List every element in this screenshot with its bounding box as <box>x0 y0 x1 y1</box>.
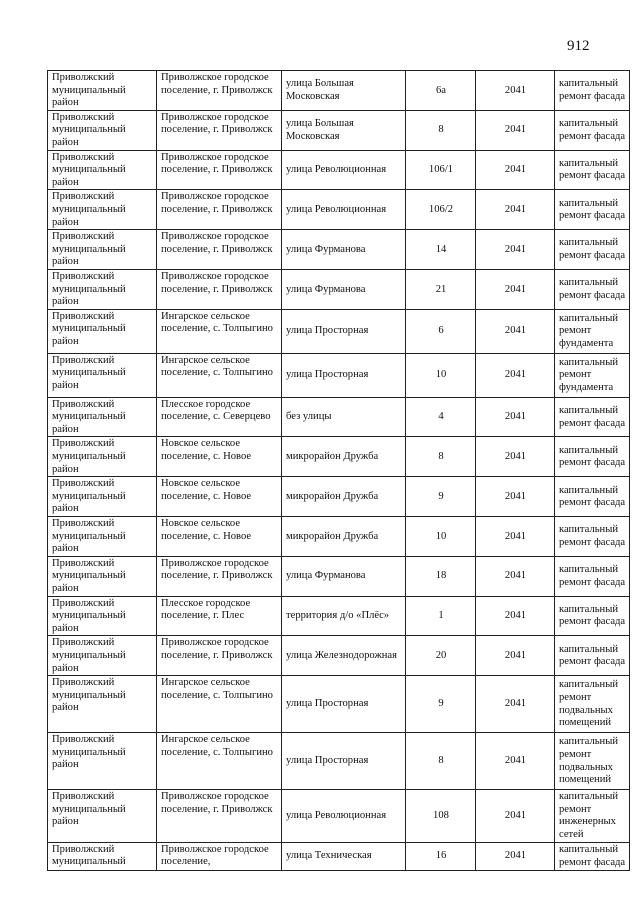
district-cell: Приволжский муниципальный район <box>48 517 157 557</box>
year-cell: 2041 <box>476 353 555 397</box>
work-type-cell: капитальный ремонт подвальных помещений <box>555 676 630 733</box>
street-cell: улица Техническая <box>282 842 406 870</box>
settlement-cell: Плесское городское поселение, г. Плес <box>157 596 282 636</box>
settlement-cell: Новское сельское поселение, с. Новое <box>157 437 282 477</box>
year-cell: 2041 <box>476 517 555 557</box>
settlement-cell: Новское сельское поселение, с. Новое <box>157 517 282 557</box>
house-number-cell: 106/1 <box>406 150 476 190</box>
year-cell: 2041 <box>476 71 555 111</box>
street-cell: без улицы <box>282 397 406 437</box>
settlement-cell: Ингарское сельское поселение, с. Толпыгино <box>157 353 282 397</box>
house-number-cell: 9 <box>406 676 476 733</box>
year-cell: 2041 <box>476 397 555 437</box>
work-type-cell: капитальный ремонт фундамента <box>555 353 630 397</box>
work-type-cell: капитальный ремонт фундамента <box>555 309 630 353</box>
street-cell: улица Фурманова <box>282 269 406 309</box>
table-body <box>48 71 630 871</box>
district-cell: Приволжский муниципальный район <box>48 269 157 309</box>
house-number-cell: 8 <box>406 733 476 790</box>
table-row <box>48 556 630 596</box>
table-row <box>48 636 630 676</box>
street-cell: улица Большая Московская <box>282 110 406 150</box>
house-number-cell: 20 <box>406 636 476 676</box>
house-number-cell: 10 <box>406 353 476 397</box>
district-cell: Приволжский муниципальный район <box>48 309 157 353</box>
work-type-cell: капитальный ремонт фасада <box>555 190 630 230</box>
street-cell: улица Железнодорожная <box>282 636 406 676</box>
table-row <box>48 230 630 270</box>
table-row <box>48 733 630 790</box>
district-cell: Приволжский муниципальный район <box>48 437 157 477</box>
street-cell: улица Революционная <box>282 150 406 190</box>
house-number-cell: 8 <box>406 110 476 150</box>
house-number-cell: 16 <box>406 842 476 870</box>
work-type-cell: капитальный ремонт фасада <box>555 596 630 636</box>
district-cell: Приволжский муниципальный район <box>48 110 157 150</box>
district-cell: Приволжский муниципальный район <box>48 636 157 676</box>
year-cell: 2041 <box>476 269 555 309</box>
work-type-cell: капитальный ремонт фасада <box>555 636 630 676</box>
district-cell: Приволжский муниципальный район <box>48 150 157 190</box>
house-number-cell: 6а <box>406 71 476 111</box>
year-cell: 2041 <box>476 676 555 733</box>
street-cell: микрорайон Дружба <box>282 477 406 517</box>
house-number-cell: 10 <box>406 517 476 557</box>
street-cell: улица Просторная <box>282 353 406 397</box>
street-cell: улица Фурманова <box>282 230 406 270</box>
table-row <box>48 110 630 150</box>
settlement-cell: Ингарское сельское поселение, с. Толпыгино <box>157 309 282 353</box>
district-cell: Приволжский муниципальный район <box>48 676 157 733</box>
settlement-cell: Приволжское городское поселение, г. Приволжск <box>157 790 282 842</box>
year-cell: 2041 <box>476 110 555 150</box>
year-cell: 2041 <box>476 437 555 477</box>
house-number-cell: 108 <box>406 790 476 842</box>
work-type-cell: капитальный ремонт фасада <box>555 556 630 596</box>
work-type-cell: капитальный ремонт фасада <box>555 150 630 190</box>
work-type-cell: капитальный ремонт фасада <box>555 517 630 557</box>
settlement-cell: Приволжское городское поселение, г. Приволжск <box>157 110 282 150</box>
district-cell: Приволжский муниципальный район <box>48 71 157 111</box>
district-cell: Приволжский муниципальный район <box>48 556 157 596</box>
table-row <box>48 190 630 230</box>
work-type-cell: капитальный ремонт подвальных помещений <box>555 733 630 790</box>
table-row <box>48 353 630 397</box>
work-type-cell: капитальный ремонт инженерных сетей <box>555 790 630 842</box>
street-cell: улица Большая Московская <box>282 71 406 111</box>
table-row <box>48 269 630 309</box>
work-type-cell: капитальный ремонт фасада <box>555 477 630 517</box>
house-number-cell: 14 <box>406 230 476 270</box>
work-type-cell: капитальный ремонт фасада <box>555 230 630 270</box>
house-number-cell: 106/2 <box>406 190 476 230</box>
settlement-cell: Приволжское городское поселение, г. Приволжск <box>157 150 282 190</box>
district-cell: Приволжский муниципальный район <box>48 477 157 517</box>
settlement-cell: Приволжское городское поселение, г. Приволжск <box>157 190 282 230</box>
street-cell: микрорайон Дружба <box>282 437 406 477</box>
settlement-cell: Приволжское городское поселение, г. Приволжск <box>157 71 282 111</box>
district-cell: Приволжский муниципальный район <box>48 397 157 437</box>
settlement-cell: Плесское городское поселение, с. Северцево <box>157 397 282 437</box>
year-cell: 2041 <box>476 230 555 270</box>
housing-repair-table <box>47 70 630 871</box>
settlement-cell: Приволжское городское поселение, г. Приволжск <box>157 556 282 596</box>
house-number-cell: 8 <box>406 437 476 477</box>
work-type-cell: капитальный ремонт фасада <box>555 437 630 477</box>
settlement-cell: Приволжское городское поселение, г. Приволжск <box>157 269 282 309</box>
table-row <box>48 150 630 190</box>
street-cell: улица Революционная <box>282 190 406 230</box>
house-number-cell: 1 <box>406 596 476 636</box>
street-cell: улица Просторная <box>282 309 406 353</box>
house-number-cell: 18 <box>406 556 476 596</box>
year-cell: 2041 <box>476 309 555 353</box>
district-cell: Приволжский муниципальный район <box>48 190 157 230</box>
work-type-cell: капитальный ремонт фасада <box>555 269 630 309</box>
street-cell: микрорайон Дружба <box>282 517 406 557</box>
year-cell: 2041 <box>476 477 555 517</box>
year-cell: 2041 <box>476 150 555 190</box>
table-row <box>48 596 630 636</box>
house-number-cell: 9 <box>406 477 476 517</box>
settlement-cell: Ингарское сельское поселение, с. Толпыгино <box>157 676 282 733</box>
district-cell: Приволжский муниципальный район <box>48 596 157 636</box>
district-cell: Приволжский муниципальный район <box>48 230 157 270</box>
settlement-cell: Приволжское городское поселение, г. Приволжск <box>157 636 282 676</box>
table-row <box>48 517 630 557</box>
table-row <box>48 790 630 842</box>
page-number: 912 <box>567 38 590 54</box>
district-cell: Приволжский муниципальный район <box>48 353 157 397</box>
settlement-cell: Ингарское сельское поселение, с. Толпыгино <box>157 733 282 790</box>
house-number-cell: 4 <box>406 397 476 437</box>
street-cell: улица Фурманова <box>282 556 406 596</box>
street-cell: улица Революционная <box>282 790 406 842</box>
settlement-cell: Приволжское городское поселение, <box>157 842 282 870</box>
work-type-cell: капитальный ремонт фасада <box>555 110 630 150</box>
table-row <box>48 676 630 733</box>
table-row <box>48 437 630 477</box>
year-cell: 2041 <box>476 733 555 790</box>
work-type-cell: капитальный ремонт фасада <box>555 842 630 870</box>
table-row <box>48 71 630 111</box>
year-cell: 2041 <box>476 556 555 596</box>
table-row <box>48 397 630 437</box>
settlement-cell: Приволжское городское поселение, г. Приволжск <box>157 230 282 270</box>
work-type-cell: капитальный ремонт фасада <box>555 397 630 437</box>
house-number-cell: 21 <box>406 269 476 309</box>
street-cell: территория д/о «Плёс» <box>282 596 406 636</box>
year-cell: 2041 <box>476 842 555 870</box>
street-cell: улица Просторная <box>282 676 406 733</box>
street-cell: улица Просторная <box>282 733 406 790</box>
year-cell: 2041 <box>476 790 555 842</box>
settlement-cell: Новское сельское поселение, с. Новое <box>157 477 282 517</box>
year-cell: 2041 <box>476 596 555 636</box>
table-row <box>48 477 630 517</box>
table-row <box>48 309 630 353</box>
year-cell: 2041 <box>476 190 555 230</box>
work-type-cell: капитальный ремонт фасада <box>555 71 630 111</box>
district-cell: Приволжский муниципальный район <box>48 790 157 842</box>
table-row <box>48 842 630 870</box>
house-number-cell: 6 <box>406 309 476 353</box>
year-cell: 2041 <box>476 636 555 676</box>
district-cell: Приволжский муниципальный район <box>48 733 157 790</box>
district-cell: Приволжский муниципальный <box>48 842 157 870</box>
